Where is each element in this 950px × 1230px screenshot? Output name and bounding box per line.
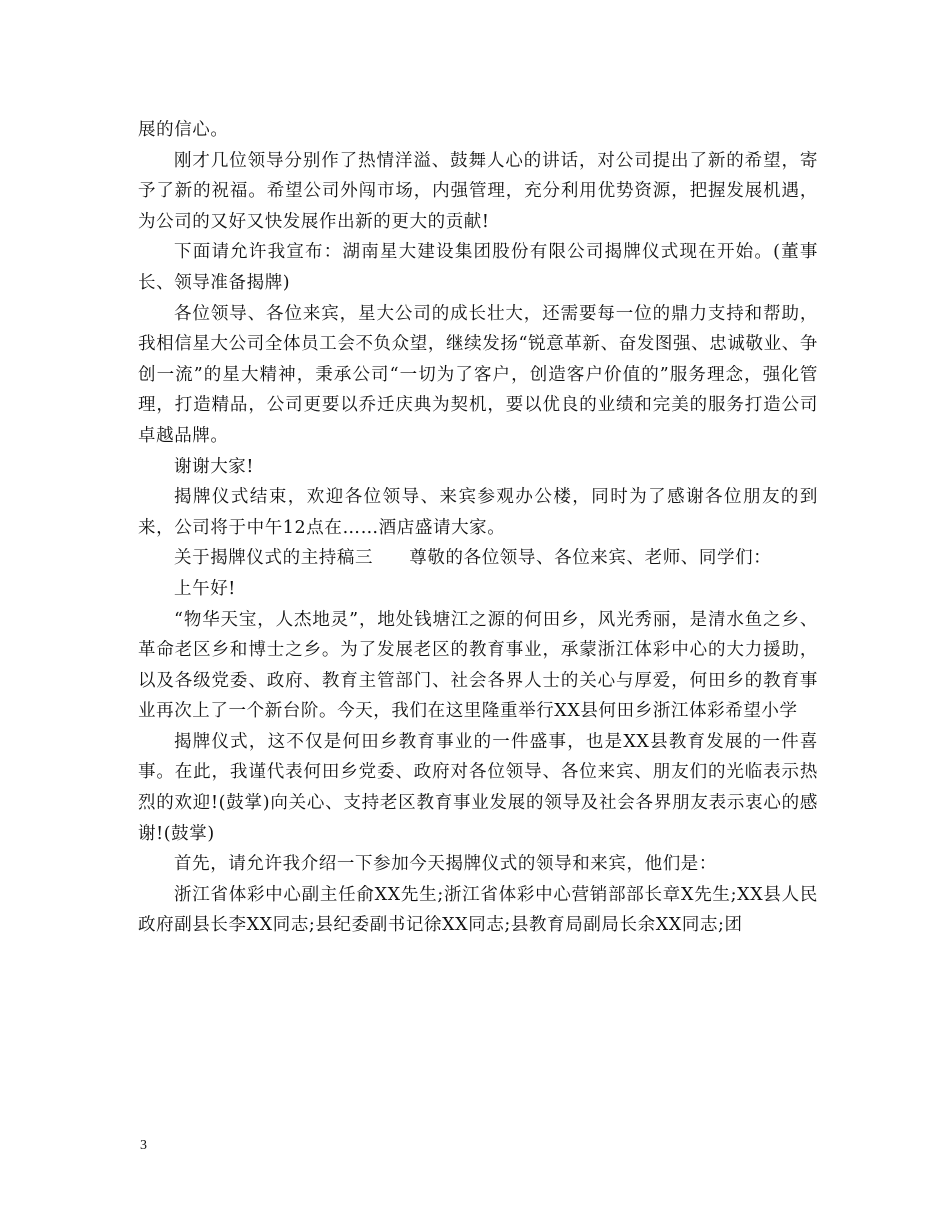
paragraph: 展的信心。 [138, 120, 229, 140]
paragraph: 谢谢大家! [174, 456, 255, 477]
document-body [138, 115, 818, 941]
page-number: 3 [140, 1138, 147, 1153]
paragraph: 浙江省体彩中心副主任俞XX先生;浙江省体彩中心营销部部长章X先生;XX县人民政府副县长李XX同志;县纪委副书记徐XX同志;县教育局副局长余XX同志;团 [138, 884, 818, 936]
paragraph: 下面请允许我宣布：湖南星大建设集团股份有限公司揭牌仪式现在开始。(董事长、领导准备揭牌) [138, 242, 818, 293]
paragraph: 刚才几位领导分别作了热情洋溢、鼓舞人心的讲话，对公司提出了新的希望，寄予了新的祝福。希望公司外闯市场，内强管理，充分利用优势资源，把握发展机遇，为公司的又好又快发展作出新的更大的贡献! [138, 150, 818, 232]
paragraph: “物华天宝，人杰地灵”，地处钱塘江之源的何田乡，风光秀丽，是清水鱼之乡、革命老区乡和博士之乡。为了发展老区的教育事业，承蒙浙江体彩中心的大力援助，以及各级党委、政府、教育主管部门、社会各界人士的关心与厚爱，何田乡的教育事业再次上了一个新台阶。今天，我们在这里隆重举行XX县何田乡浙江体彩希望小学 [138, 609, 818, 722]
paragraph: 首先，请允许我介绍一下参加今天揭牌仪式的领导和来宾，他们是： [174, 854, 717, 875]
paragraph: 揭牌仪式，这不仅是何田乡教育事业的一件盛事，也是XX县教育发展的一件喜事。在此，我谨代表何田乡党委、政府对各位领导、各位来宾、朋友们的光临表示热烈的欢迎!(鼓掌)向关心、支持老区教育事业发展的领导及社会各界朋友表示衷心的感谢!(鼓掌) [138, 731, 818, 844]
paragraph: 各位领导、各位来宾，星大公司的成长壮大，还需要每一位的鼎力支持和帮助，我相信星大公司全体员工会不负众望，继续发扬“锐意革新、奋发图强、忠诚敬业、争创一流”的星大精神，秉承公司“一切为了客户，创造客户价值的”服务理念，强化管理，打造精品，公司更要以乔迁庆典为契机，要以优良的业绩和完美的服务打造公司卓越品牌。 [138, 303, 818, 446]
paragraph: 上午好! [174, 578, 236, 599]
paragraph: 关于揭牌仪式的主持稿三 尊敬的各位领导、各位来宾、老师、同学们： [174, 548, 772, 569]
paragraph: 揭牌仪式结束，欢迎各位领导、来宾参观办公楼，同时为了感谢各位朋友的到来，公司将于中午12点在……酒店盛请大家。 [138, 487, 818, 538]
